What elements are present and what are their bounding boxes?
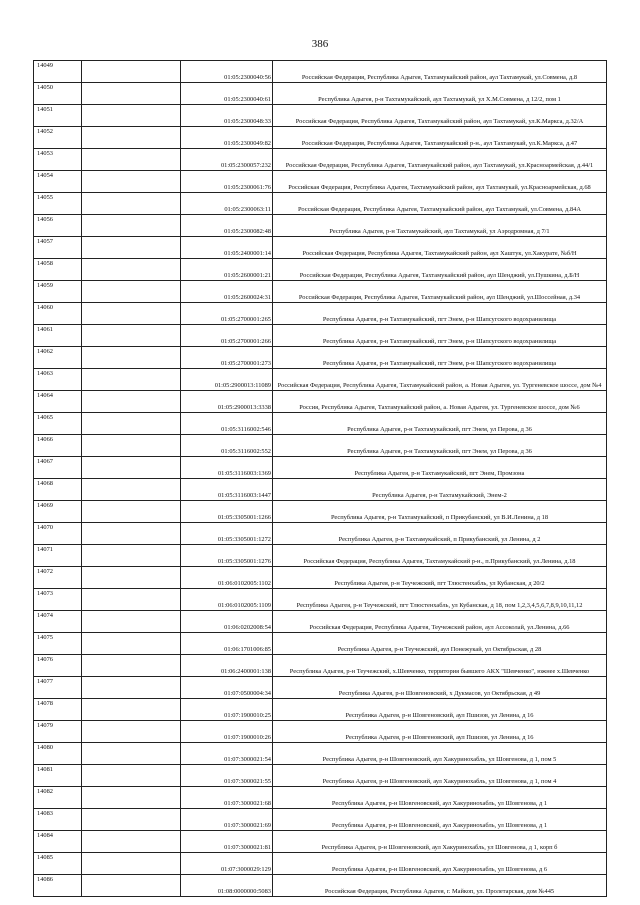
empty-cell (82, 61, 181, 83)
address-cell: Республика Адыгея, р-н Тахтамукайский, пгт Энем, р-н Шапсугского водохранилища (273, 303, 607, 325)
row-number-cell: 14073 (34, 589, 82, 611)
empty-cell (82, 149, 181, 171)
address-cell: Республика Адыгея, р-н Шовгеновский, х Дукмасов, ул Октябрьская, д 49 (273, 677, 607, 699)
cadastral-number-cell: 01:05:2700001:265 (181, 303, 273, 325)
row-number-cell: 14068 (34, 479, 82, 501)
table-row (34, 127, 607, 149)
empty-cell (82, 105, 181, 127)
table-row (34, 369, 607, 391)
empty-cell (82, 589, 181, 611)
cadastral-number-cell: 01:05:2300040:56 (181, 61, 273, 83)
empty-cell (82, 413, 181, 435)
empty-cell (82, 193, 181, 215)
table-row (34, 83, 607, 105)
empty-cell (82, 787, 181, 809)
address-cell: Республика Адыгея, р-н Тахтамукайский, аул Тахтамукай, ул Х.М.Совмена, д 12/2, пом 1 (273, 83, 607, 105)
cadastral-number-cell: 01:06:2400001:138 (181, 655, 273, 677)
address-cell: Россия, Республика Адыгея, Тахтамукайский район, а. Новая Адыгея, ул. Тургеневское шоссе, дом №6 (273, 391, 607, 413)
row-number-cell: 14074 (34, 611, 82, 633)
empty-cell (82, 655, 181, 677)
table-row (34, 853, 607, 875)
cadastral-number-cell: 01:05:2300063:11 (181, 193, 273, 215)
cadastral-number-cell: 01:05:3116002:546 (181, 413, 273, 435)
row-number-cell: 14079 (34, 721, 82, 743)
cadastral-number-cell: 01:07:3000021:81 (181, 831, 273, 853)
cadastral-number-cell: 01:05:3305001:1266 (181, 501, 273, 523)
empty-cell (82, 523, 181, 545)
table-row (34, 391, 607, 413)
row-number-cell: 14054 (34, 171, 82, 193)
empty-cell (82, 281, 181, 303)
table-row (34, 809, 607, 831)
empty-cell (82, 677, 181, 699)
row-number-cell: 14076 (34, 655, 82, 677)
row-number-cell: 14053 (34, 149, 82, 171)
empty-cell (82, 611, 181, 633)
cadastral-number-cell: 01:05:2900013:3338 (181, 391, 273, 413)
address-cell: Республика Адыгея, р-н Шовгеновский, аул Пшизов, ул Ленина, д 16 (273, 699, 607, 721)
address-cell: Российская Федерация, Республика Адыгея, Тахтамукайский район, а. Новая Адыгея, ул. Тургеневское шоссе, дом №4 (273, 369, 607, 391)
empty-cell (82, 831, 181, 853)
cadastral-number-cell: 01:06:0102005:1102 (181, 567, 273, 589)
cadastral-number-cell: 01:05:2300057:232 (181, 149, 273, 171)
empty-cell (82, 303, 181, 325)
row-number-cell: 14080 (34, 743, 82, 765)
cadastral-number-cell: 01:05:3116003:1369 (181, 457, 273, 479)
empty-cell (82, 237, 181, 259)
table-row (34, 545, 607, 567)
registry-table (33, 60, 607, 897)
cadastral-number-cell: 01:06:1701006:85 (181, 633, 273, 655)
empty-cell (82, 501, 181, 523)
address-cell: Российская Федерация, Республика Адыгея, Тахтамукайский район, аул Тахтамукай, ул.Совмена, д.8 (273, 61, 607, 83)
cadastral-number-cell: 01:05:2300049:82 (181, 127, 273, 149)
address-cell: Республика Адыгея, р-н Шовгеновский, аул Хакуринохабль, ул Шовгенова, д 6 (273, 853, 607, 875)
empty-cell (82, 435, 181, 457)
row-number-cell: 14084 (34, 831, 82, 853)
address-cell: Российская Федерация, Республика Адыгея, Тахтамукайский район, аул Шенджий, ул.Шоссейная, д.34 (273, 281, 607, 303)
row-number-cell: 14049 (34, 61, 82, 83)
table-row (34, 479, 607, 501)
table-row (34, 171, 607, 193)
cadastral-number-cell: 01:05:2700001:273 (181, 347, 273, 369)
address-cell: Республика Адыгея, р-н Теучежский, пгт Тлюстенхабль, ул Кубанская, д 20/2 (273, 567, 607, 589)
address-cell: Российская Федерация, Республика Адыгея, Тахтамукайский район, аул Тахтамукай, ул.Красноармейская, д.68 (273, 171, 607, 193)
cadastral-number-cell: 01:05:3116003:1447 (181, 479, 273, 501)
table-row (34, 237, 607, 259)
empty-cell (82, 83, 181, 105)
cadastral-number-cell: 01:08:0000000:5083 (181, 875, 273, 897)
row-number-cell: 14081 (34, 765, 82, 787)
cadastral-number-cell: 01:05:2300082:48 (181, 215, 273, 237)
row-number-cell: 14062 (34, 347, 82, 369)
table-row (34, 787, 607, 809)
table-row (34, 105, 607, 127)
empty-cell (82, 875, 181, 897)
table-row (34, 523, 607, 545)
address-cell: Республика Адыгея, р-н Шовгеновский, аул Хакуринохабль, ул Шовгенова, д 1 (273, 787, 607, 809)
row-number-cell: 14050 (34, 83, 82, 105)
table-row (34, 347, 607, 369)
address-cell: Республика Адыгея, р-н Тахтамукайский, пгт Энем, р-н Шапсугского водохранилища (273, 325, 607, 347)
empty-cell (82, 721, 181, 743)
cadastral-number-cell: 01:07:3000029:129 (181, 853, 273, 875)
address-cell: Республика Адыгея, р-н Тахтамукайский, пгт Энем, р-н Шапсугского водохранилища (273, 347, 607, 369)
cadastral-number-cell: 01:05:2900013:11089 (181, 369, 273, 391)
table-row (34, 501, 607, 523)
table-row (34, 677, 607, 699)
table-row (34, 435, 607, 457)
address-cell: Республика Адыгея, р-н Шовгеновский, аул Хакуринохабль, ул Шовгенова, д 1, пом 5 (273, 743, 607, 765)
table-row (34, 61, 607, 83)
cadastral-number-cell: 01:07:3000021:68 (181, 787, 273, 809)
row-number-cell: 14051 (34, 105, 82, 127)
address-cell: Российская Федерация, Республика Адыгея, Тахтамукайский р-н., аул Тахтамукай, ул.К.Маркса, д.47 (273, 127, 607, 149)
address-cell: Республика Адыгея, р-н Шовгеновский, аул Пшизов, ул Ленина, д 16 (273, 721, 607, 743)
address-cell: Республика Адыгея, р-н Тахтамукайский, п Прикубанский, ул Ленина, д 2 (273, 523, 607, 545)
address-cell: Российская Федерация, Республика Адыгея, Тахтамукайский р-н., п.Прикубанский, ул.Ленина, д.18 (273, 545, 607, 567)
address-cell: Республика Адыгея, р-н Тахтамукайский, Энем-2 (273, 479, 607, 501)
empty-cell (82, 259, 181, 281)
address-cell: Республика Адыгея, р-н Теучежский, х.Шевченко, территория бывшего АКХ "Шевченко", южнее х.Шевченко (273, 655, 607, 677)
row-number-cell: 14060 (34, 303, 82, 325)
row-number-cell: 14078 (34, 699, 82, 721)
row-number-cell: 14075 (34, 633, 82, 655)
empty-cell (82, 545, 181, 567)
table-row (34, 567, 607, 589)
cadastral-number-cell: 01:05:2300048:33 (181, 105, 273, 127)
table-row (34, 281, 607, 303)
cadastral-number-cell: 01:07:3000021:69 (181, 809, 273, 831)
row-number-cell: 14069 (34, 501, 82, 523)
cadastral-number-cell: 01:07:3000021:55 (181, 765, 273, 787)
table-row (34, 699, 607, 721)
address-cell: Российская Федерация, Республика Адыгея, Тахтамукайский район, аул Шенджий, ул.Пушкина, д.Б/Н (273, 259, 607, 281)
address-cell: Республика Адыгея, р-н Теучежский, аул Понежукай, ул Октябрьская, д 28 (273, 633, 607, 655)
cadastral-number-cell: 01:05:2700001:266 (181, 325, 273, 347)
table-row (34, 633, 607, 655)
row-number-cell: 14070 (34, 523, 82, 545)
cadastral-number-cell: 01:05:2400001:14 (181, 237, 273, 259)
row-number-cell: 14059 (34, 281, 82, 303)
row-number-cell: 14056 (34, 215, 82, 237)
address-cell: Российская Федерация, Республика Адыгея, Тахтамукайский район, аул Тахтамукай, ул.К.Маркса, д.32/А (273, 105, 607, 127)
empty-cell (82, 347, 181, 369)
cadastral-number-cell: 01:06:0202008:54 (181, 611, 273, 633)
row-number-cell: 14061 (34, 325, 82, 347)
row-number-cell: 14067 (34, 457, 82, 479)
table-row (34, 413, 607, 435)
row-number-cell: 14083 (34, 809, 82, 831)
cadastral-number-cell: 01:05:2600001:21 (181, 259, 273, 281)
empty-cell (82, 215, 181, 237)
cadastral-number-cell: 01:05:2600024:31 (181, 281, 273, 303)
cadastral-number-cell: 01:05:2300061:76 (181, 171, 273, 193)
table-row (34, 611, 607, 633)
row-number-cell: 14055 (34, 193, 82, 215)
empty-cell (82, 479, 181, 501)
empty-cell (82, 325, 181, 347)
row-number-cell: 14086 (34, 875, 82, 897)
address-cell: Республика Адыгея, р-н Шовгеновский, аул Хакуринохабль, ул Шовгенова, д 1, пом 4 (273, 765, 607, 787)
address-cell: Республика Адыгея, р-н Тахтамукайский, пгт Энем, ул Перова, д 36 (273, 413, 607, 435)
address-cell: Российская Федерация, Республика Адыгея, г. Майкоп, ул. Пролетарская, дом №445 (273, 875, 607, 897)
address-cell: Республика Адыгея, р-н Тахтамукайский, пгт Энем, ул Перова, д 36 (273, 435, 607, 457)
empty-cell (82, 369, 181, 391)
registry-table-body (34, 61, 607, 897)
table-row (34, 743, 607, 765)
address-cell: Республика Адыгея, р-н Тахтамукайский, п Прикубанский, ул В.И.Ленина, д 18 (273, 501, 607, 523)
row-number-cell: 14082 (34, 787, 82, 809)
empty-cell (82, 699, 181, 721)
address-cell: Российская Федерация, Республика Адыгея, Теучежский район, аул Ассоколай, ул.Ленина, д.66 (273, 611, 607, 633)
table-row (34, 303, 607, 325)
table-row (34, 457, 607, 479)
row-number-cell: 14065 (34, 413, 82, 435)
row-number-cell: 14063 (34, 369, 82, 391)
empty-cell (82, 633, 181, 655)
empty-cell (82, 391, 181, 413)
table-row (34, 149, 607, 171)
empty-cell (82, 809, 181, 831)
address-cell: Республика Адыгея, р-н Тахтамукайский, пгт Энем, Промзона (273, 457, 607, 479)
table-row (34, 259, 607, 281)
cadastral-number-cell: 01:07:1900010:26 (181, 721, 273, 743)
row-number-cell: 14077 (34, 677, 82, 699)
cadastral-number-cell: 01:07:0500004:34 (181, 677, 273, 699)
empty-cell (82, 743, 181, 765)
empty-cell (82, 171, 181, 193)
row-number-cell: 14052 (34, 127, 82, 149)
row-number-cell: 14085 (34, 853, 82, 875)
address-cell: Российская Федерация, Республика Адыгея, Тахтамукайский район, аул Тахтамукай, ул.Совмена, д.84А (273, 193, 607, 215)
row-number-cell: 14071 (34, 545, 82, 567)
table-row (34, 765, 607, 787)
page-number: 386 (311, 38, 329, 50)
table-row (34, 721, 607, 743)
row-number-cell: 14066 (34, 435, 82, 457)
address-cell: Республика Адыгея, р-н Тахтамукайский, аул Тахтамукай, ул Аэродромная, д 7/1 (273, 215, 607, 237)
row-number-cell: 14064 (34, 391, 82, 413)
empty-cell (82, 567, 181, 589)
address-cell: Российская Федерация, Республика Адыгея, Тахтамукайский район, аул Хаштук, ул.Хакурате, №б/Н (273, 237, 607, 259)
address-cell: Республика Адыгея, р-н Шовгеновский, аул Хакуринохабль, ул Шовгенова, д 1, корп б (273, 831, 607, 853)
cadastral-number-cell: 01:05:3305001:1276 (181, 545, 273, 567)
address-cell: Российская Федерация, Республика Адыгея, Тахтамукайский район, аул Тахтамукай, ул.Красноармейская, д.44/1 (273, 149, 607, 171)
empty-cell (82, 853, 181, 875)
address-cell: Республика Адыгея, р-н Теучежский, пгт Тлюстенхабль, ул Кубанская, д 18, пом 1,2,3,4,5,6,7,8,9,10,11,12 (273, 589, 607, 611)
empty-cell (82, 457, 181, 479)
cadastral-number-cell: 01:05:3116002:552 (181, 435, 273, 457)
empty-cell (82, 127, 181, 149)
row-number-cell: 14072 (34, 567, 82, 589)
row-number-cell: 14057 (34, 237, 82, 259)
cadastral-number-cell: 01:05:3305001:1272 (181, 523, 273, 545)
row-number-cell: 14058 (34, 259, 82, 281)
address-cell: Республика Адыгея, р-н Шовгеновский, аул Хакуринохабль, ул Шовгенова, д 1 (273, 809, 607, 831)
cadastral-number-cell: 01:06:0102005:1109 (181, 589, 273, 611)
empty-cell (82, 765, 181, 787)
table-row (34, 831, 607, 853)
table-row (34, 655, 607, 677)
table-row (34, 875, 607, 897)
cadastral-number-cell: 01:07:1900010:25 (181, 699, 273, 721)
table-row (34, 325, 607, 347)
table-row (34, 215, 607, 237)
table-row (34, 193, 607, 215)
cadastral-number-cell: 01:07:3000021:54 (181, 743, 273, 765)
table-row (34, 589, 607, 611)
cadastral-number-cell: 01:05:2300040:61 (181, 83, 273, 105)
